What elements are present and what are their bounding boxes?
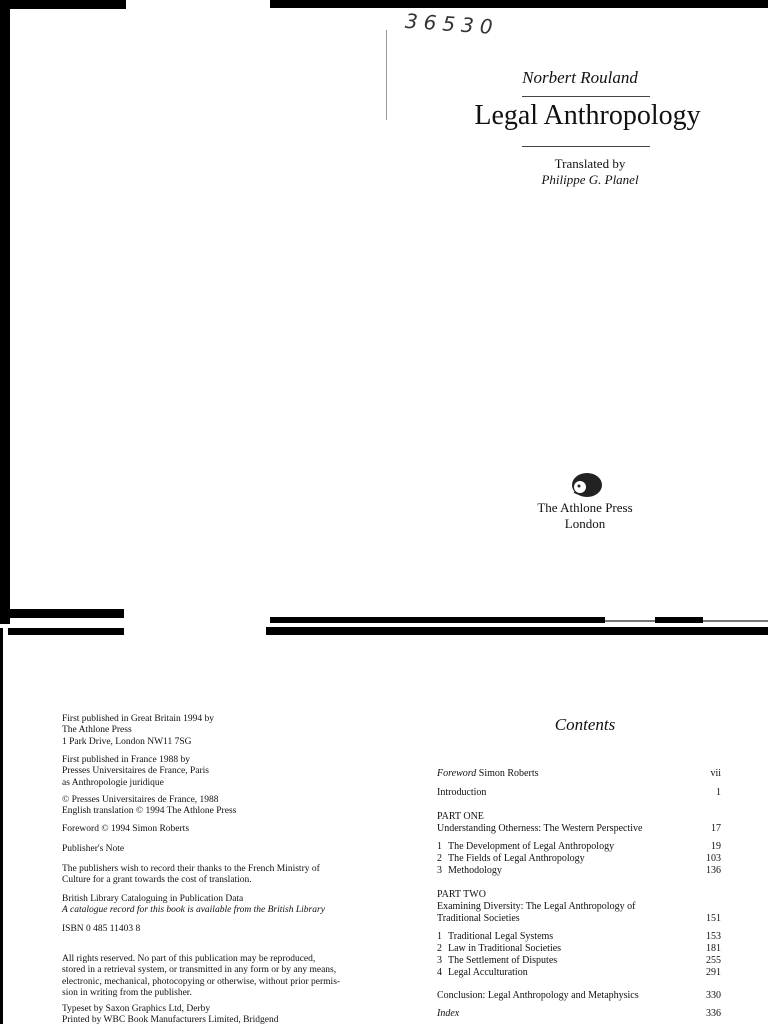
scan-mark — [655, 617, 703, 623]
part-title: Examining Diversity: The Legal Anthropology of — [437, 901, 636, 912]
page-number: 291 — [706, 967, 721, 978]
handwritten-number: 36530 — [404, 8, 500, 40]
colophon-line: Typeset by Saxon Graphics Ltd, Derby — [62, 1004, 211, 1014]
colophon-foreword-copyright — [62, 824, 362, 835]
book-title: Legal Anthropology — [474, 100, 701, 131]
toc-introduction — [437, 787, 721, 799]
chapter-title: Legal Acculturation — [448, 967, 528, 978]
toc-foreword — [437, 768, 721, 780]
colophon-line: Culture for a grant towards the cost of translation. — [62, 875, 252, 886]
top-left-border — [0, 0, 126, 9]
publisher-city: London — [564, 516, 606, 531]
colophon-line: © Presses Universitaires de France, 1988 — [62, 795, 219, 805]
chapter-number: 3 — [437, 955, 442, 966]
translator-name: Philippe G. Planel — [541, 172, 639, 187]
translated-by-label: Translated by — [554, 156, 626, 171]
colophon-line: as Anthropologie juridique — [62, 777, 164, 788]
title-rule-bottom — [522, 146, 650, 147]
part-label: PART ONE — [437, 811, 484, 822]
page-number: 1 — [716, 787, 721, 798]
colophon-line: Printed by WBC Book Manufacturers Limited, Bridgend — [62, 1015, 279, 1026]
chapter-title: Law in Traditional Societies — [448, 943, 562, 954]
chapter-title: Traditional Legal Systems — [448, 931, 554, 942]
colophon-line: 1 Park Drive, London NW11 7SG — [62, 736, 192, 747]
toc-part-one — [437, 811, 721, 877]
colophon-line: First published in Great Britain 1994 by — [62, 714, 214, 724]
colophon-french-edition — [62, 755, 362, 789]
toc-entry-title: Introduction — [437, 787, 487, 798]
colophon-line: Presses Universitaires de France, Paris — [62, 766, 209, 777]
bottom-border-upper-right — [270, 617, 605, 623]
toc-index — [437, 1008, 721, 1020]
bottom-border-upper — [0, 609, 124, 618]
page-number: 330 — [706, 990, 721, 1001]
chapter-number: 2 — [437, 943, 442, 954]
chapter-title: The Fields of Legal Anthropology — [448, 853, 585, 864]
page-number: 136 — [706, 865, 721, 876]
publisher-imprint — [515, 500, 655, 532]
toc-chapter — [437, 853, 721, 865]
gutter-line — [386, 30, 387, 120]
chapter-number: 1 — [437, 931, 442, 942]
colophon-line: sion in writing from the publisher. — [62, 988, 192, 999]
chapter-number: 4 — [437, 967, 442, 978]
colophon-cip — [62, 894, 362, 917]
toc-conclusion — [437, 990, 721, 1002]
foreword-label: Foreword — [437, 768, 477, 779]
colophon-printer — [62, 1004, 362, 1027]
isbn: ISBN 0 485 11403 8 — [62, 924, 141, 934]
toc-part-two — [437, 889, 721, 979]
translation-credit — [520, 156, 660, 188]
colophon-line: The Athlone Press — [62, 725, 132, 736]
toc-chapter — [437, 841, 721, 853]
colophon-line: First published in France 1988 by — [62, 755, 190, 765]
colophon-line: English translation © 1994 The Athlone Press — [62, 806, 237, 817]
colophon-first-published — [62, 714, 362, 748]
page-number: 151 — [706, 913, 721, 924]
lower-page-border-right — [266, 627, 768, 635]
left-border — [0, 0, 10, 624]
colophon-copyright — [62, 795, 362, 818]
colophon-isbn — [62, 924, 362, 935]
part-label: PART TWO — [437, 889, 486, 900]
colophon-rights — [62, 954, 362, 1000]
colophon-line: electronic, mechanical, photocopying or otherwise, without prior permis- — [62, 976, 341, 987]
chapter-number: 3 — [437, 865, 442, 876]
lower-page-border-left — [8, 628, 124, 635]
page-number: 336 — [706, 1008, 721, 1019]
toc-chapter — [437, 943, 721, 955]
page-number: 17 — [711, 823, 721, 834]
colophon-publishers-note — [62, 844, 362, 855]
colophon-line: stored in a retrieval system, or transmitted in any form or by any means, — [62, 965, 337, 976]
page-number: vii — [710, 768, 721, 779]
toc-chapter — [437, 967, 721, 979]
lower-page-left-edge — [0, 628, 3, 1024]
part-title-cont: Traditional Societies — [437, 913, 520, 924]
page-number: 181 — [706, 943, 721, 954]
foreword-author: Simon Roberts — [478, 768, 539, 779]
page-number: 153 — [706, 931, 721, 942]
toc-chapter — [437, 931, 721, 943]
colophon-line: Publisher's Note — [62, 844, 125, 854]
publisher-logo-lion-icon — [568, 470, 604, 500]
toc-entry-title: Index — [437, 1008, 460, 1019]
toc-entry-title: Conclusion: Legal Anthropology and Metaphysics — [437, 990, 639, 1001]
page-number: 103 — [706, 853, 721, 864]
colophon-line: A catalogue record for this book is available from the British Library — [62, 905, 325, 916]
contents-heading: Contents — [554, 715, 616, 734]
part-title: Understanding Otherness: The Western Perspective — [437, 823, 643, 834]
colophon-line: British Library Cataloguing in Publication Data — [62, 894, 244, 904]
chapter-title: The Development of Legal Anthropology — [448, 841, 615, 852]
chapter-title: Methodology — [448, 865, 502, 876]
publisher-name: The Athlone Press — [537, 500, 633, 515]
chapter-number: 2 — [437, 853, 442, 864]
title-rule-top — [522, 96, 650, 97]
colophon-line: Foreword © 1994 Simon Roberts — [62, 824, 190, 834]
colophon-thanks — [62, 864, 362, 887]
colophon-line: The publishers wish to record their thanks to the French Ministry of — [62, 864, 320, 874]
toc-chapter — [437, 865, 721, 877]
page-number: 255 — [706, 955, 721, 966]
chapter-number: 1 — [437, 841, 442, 852]
colophon-line: All rights reserved. No part of this publication may be reproduced, — [62, 954, 316, 964]
chapter-title: The Settlement of Disputes — [448, 955, 558, 966]
toc-chapter — [437, 955, 721, 967]
page-number: 19 — [711, 841, 721, 852]
author-name: Norbert Rouland — [522, 68, 638, 87]
top-right-border — [270, 0, 768, 8]
